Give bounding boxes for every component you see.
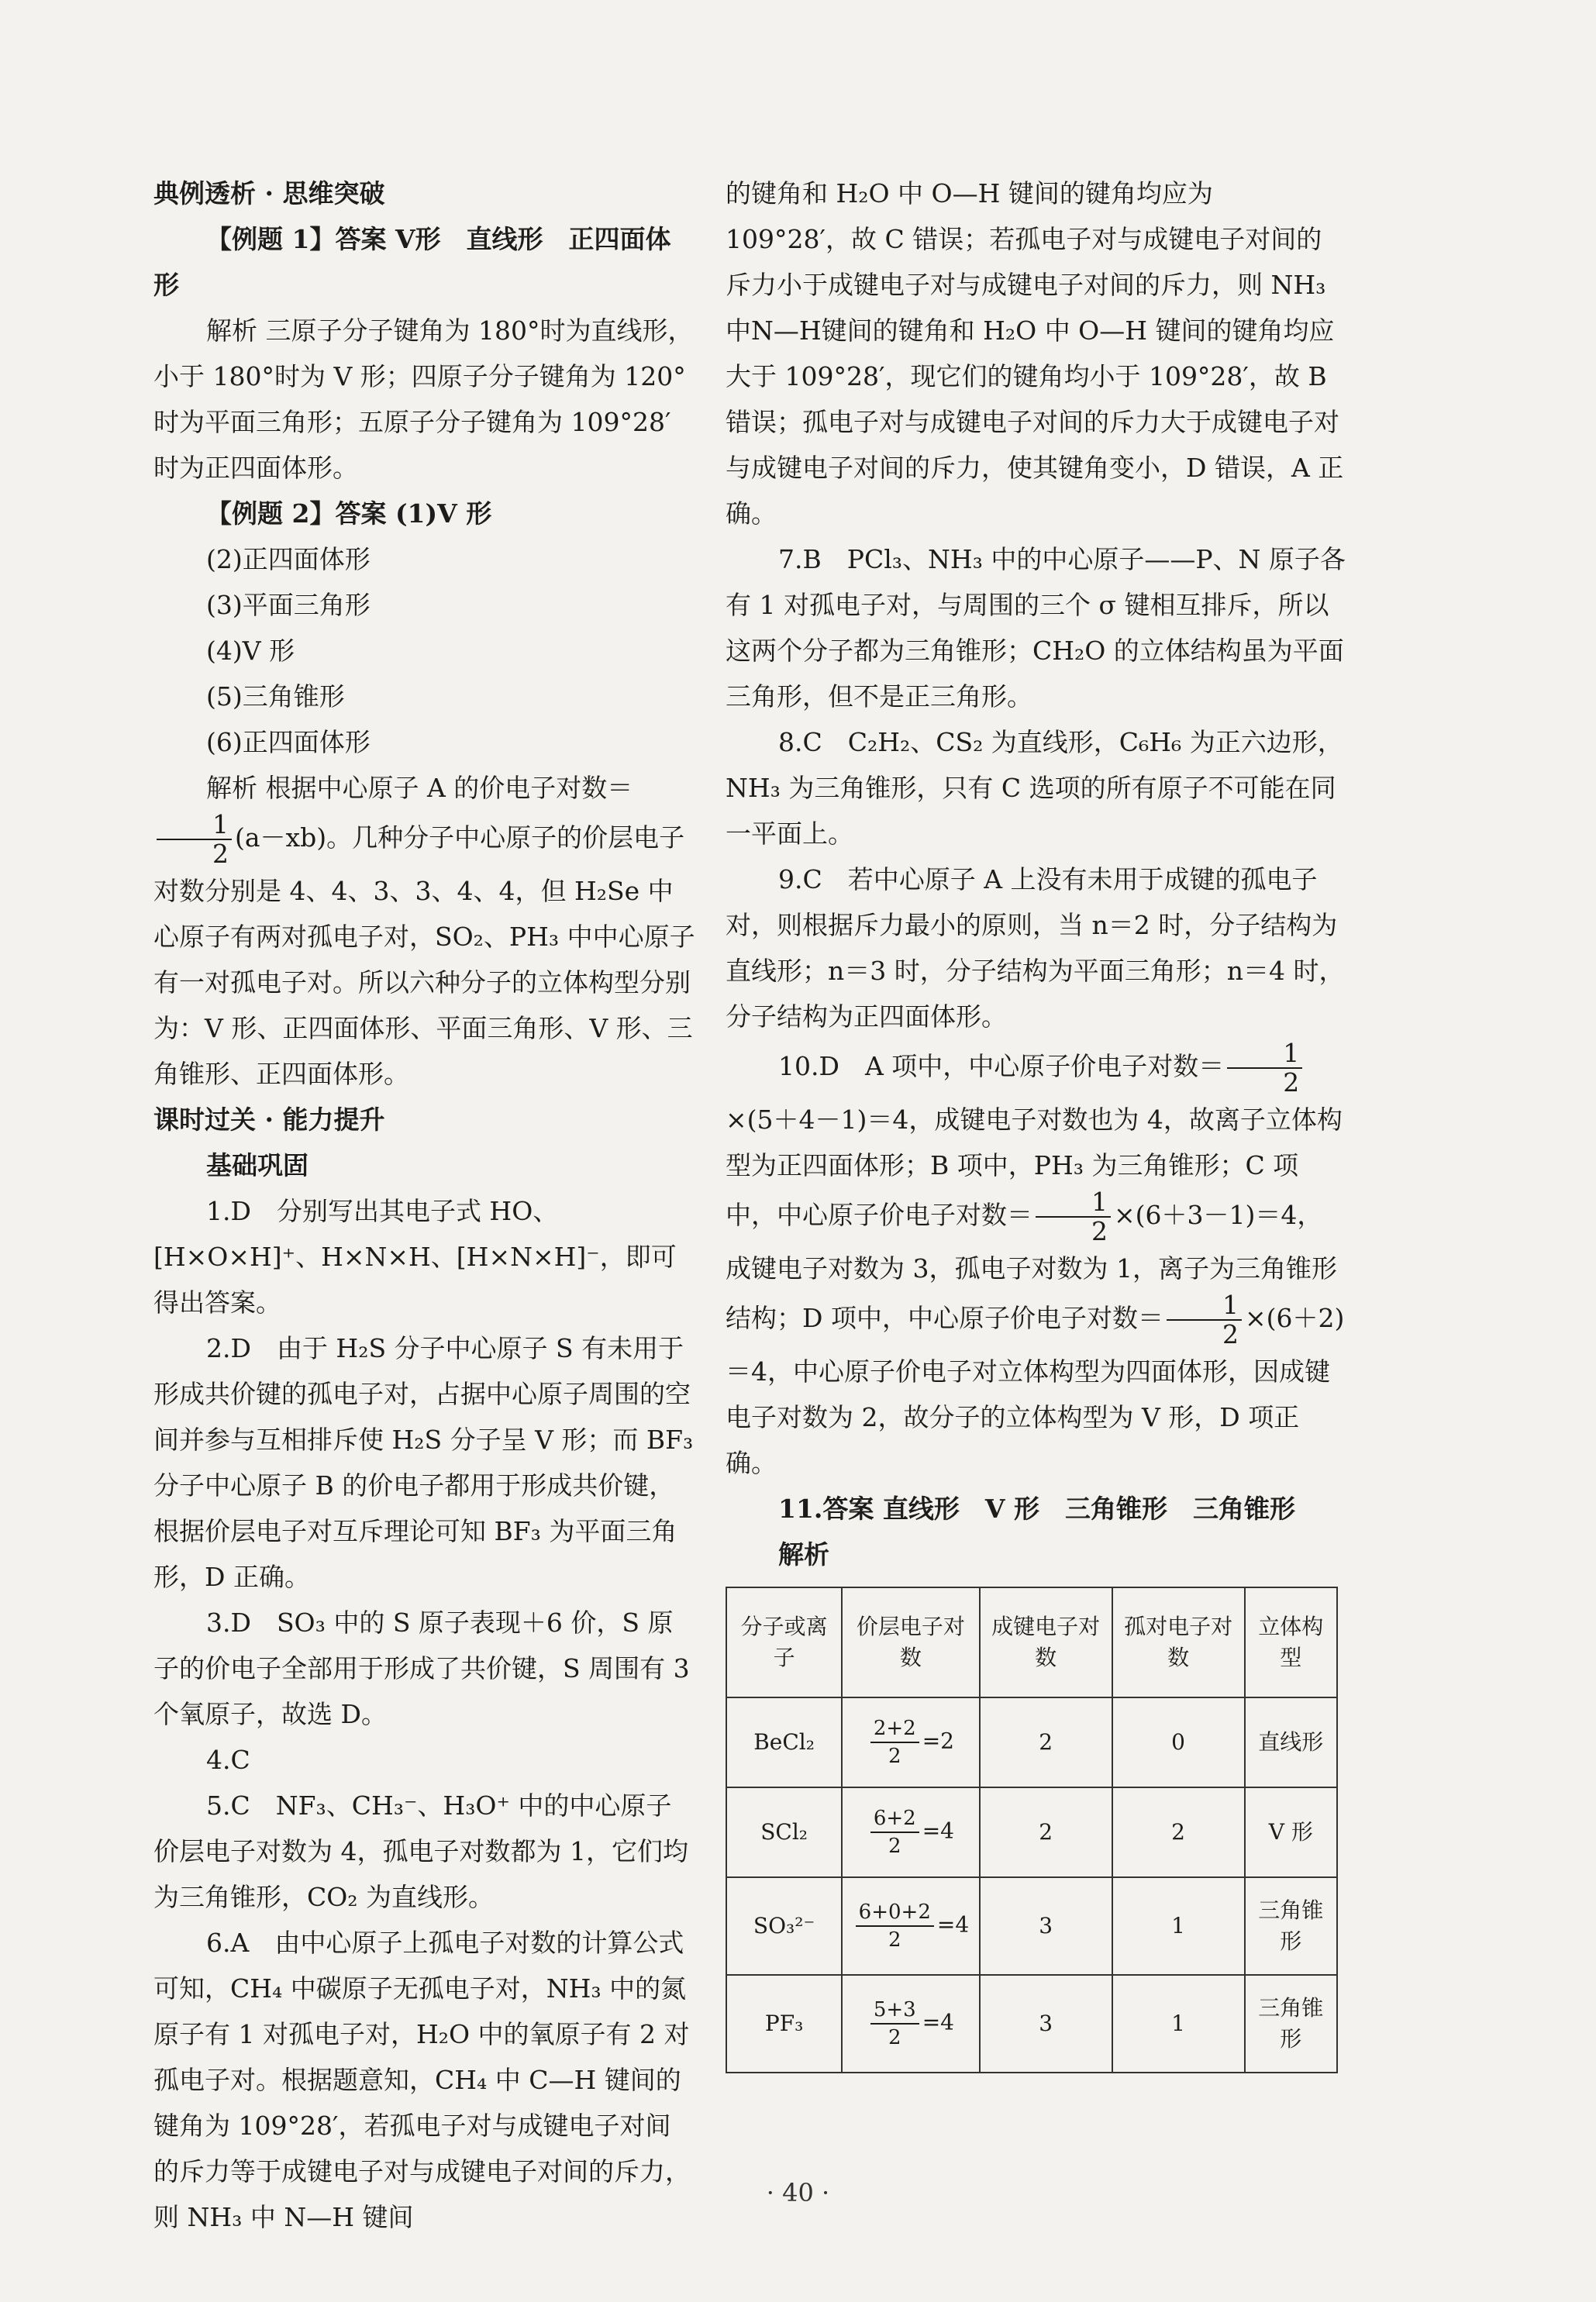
- text-span: =2: [922, 1728, 954, 1754]
- list-item: (2)正四面体形: [206, 544, 371, 574]
- fraction-numerator: 1: [1227, 1039, 1302, 1069]
- example1-heading: 【例题 1】答案 V形 直线形 正四面体形: [153, 224, 671, 300]
- fraction-numerator: 1: [1036, 1188, 1111, 1218]
- text-span: ，即可得出答案。: [153, 1242, 677, 1318]
- answer-1-formulas: [153, 1234, 696, 1325]
- text-span: ×(6＋3－1)＝4，成键电子对数为 3，孤电子对数为 1，离子为三角锥形结构；D 项中，中心原子价电子对数＝: [726, 1200, 1337, 1333]
- text-span: O: [512, 1196, 533, 1226]
- answer-11-label: 解析: [778, 1539, 829, 1570]
- fraction-denominator: 2: [1091, 1216, 1108, 1246]
- text-span: 、: [533, 1196, 559, 1226]
- fraction-denominator: 2: [888, 1928, 901, 1952]
- cell-valence-pairs: [842, 1975, 979, 2073]
- answer-2: 2.D 由于 H₂S 分子中心原子 S 有未用于形成共价键的孤电子对，占据中心原子周围的空间并参与互相排斥使 H₂S 分子呈 V 形；而 BF₃ 分子中心原子 B 的价电子都用于形成共价键，根据价层电子对互斥理论可知 BF₃ 为平面三角形，D 正确。: [153, 1333, 694, 1592]
- fraction-denominator: 2: [1222, 1319, 1239, 1349]
- column-header: 分子或离子: [726, 1587, 842, 1697]
- list-item: (6)正四面体形: [206, 727, 371, 757]
- fraction-numerator: 1: [157, 811, 232, 840]
- list-item: (4)V 形: [206, 636, 295, 666]
- table-header-row: [726, 1587, 1337, 1697]
- text-span: 解析 根据中心原子 A 的价电子对数＝: [206, 773, 633, 803]
- cell-lone-pairs: 0: [1112, 1697, 1245, 1787]
- cell-bond-pairs: 3: [980, 1975, 1112, 2073]
- cell-valence-pairs: [842, 1697, 979, 1787]
- fraction: [870, 1805, 919, 1859]
- answer-7: 7.B PCl₃、NH₃ 中的中心原子——P、N 原子各有 1 对孤电子对，与周围的三个 σ 键相互排斥，所以这两个分子都为三角锥形；CH₂O 的立体结构虽为平面三角形，但不是正三角形。: [726, 544, 1346, 712]
- cell-species: PF₃: [726, 1975, 842, 2073]
- cell-species: BeCl₂: [726, 1697, 842, 1787]
- fraction-denominator: 2: [888, 2026, 901, 2049]
- fraction: [1167, 1291, 1242, 1349]
- text-span: ×(6＋2)＝4，中心原子价电子对立体构型为四面体形，因成键电子对数为 2，故分子的立体构型为 V 形，D 项正确。: [726, 1303, 1345, 1478]
- answer-11-heading: 11.答案 直线形 V 形 三角锥形 三角锥形: [778, 1494, 1295, 1524]
- fraction: [870, 1997, 919, 2051]
- example2-heading: 【例题 2】答案 (1)V 形: [206, 498, 492, 529]
- fraction-numerator: 1: [1167, 1291, 1242, 1321]
- fraction-denominator: 2: [1283, 1067, 1300, 1098]
- cell-lone-pairs: 2: [1112, 1787, 1245, 1877]
- page-number: · 40 ·: [766, 2178, 830, 2207]
- column-header: 立体构型: [1245, 1587, 1337, 1697]
- text-span: 1.D 分别写出其电子式 H: [206, 1196, 512, 1226]
- answer-10: [726, 1039, 1346, 1486]
- fraction-denominator: 2: [888, 1745, 901, 1768]
- column-header: 成键电子对数: [980, 1587, 1112, 1697]
- vsepr-table: [726, 1587, 1338, 2073]
- text-span: ×(5＋4－1)＝4，成键电子对数也为 4，故离子立体构型为正四面体形；B 项中，PH₃ 为三角锥形；C 项中，中心原子价电子对数＝: [726, 1104, 1343, 1230]
- fraction-denominator: 2: [888, 1835, 901, 1858]
- cell-species: SO₃²⁻: [726, 1877, 842, 1975]
- answer-6: 6.A 由中心原子上孤电子对数的计算公式可知，CH₄ 中碳原子无孤电子对，NH₃ 中的氮原子有 1 对孤电子对，H₂O 中的氧原子有 2 对孤电子对。根据题意知，CH₄ 中 C—H 键间的键角为 109°28′，若孤电子对与成键电子对间的斥力等于成键电子对与成键电子对间的斥力，则 NH₃ 中 N—H 键间: [153, 1928, 691, 2232]
- cell-bond-pairs: 3: [980, 1877, 1112, 1975]
- cell-lone-pairs: 1: [1112, 1877, 1245, 1975]
- section-heading-3: 基础巩固: [206, 1150, 309, 1180]
- fraction-denominator: 2: [212, 839, 229, 869]
- cell-shape: 三角锥形: [1245, 1975, 1337, 2073]
- example2-explanation: [153, 765, 696, 1097]
- text-span: =4: [936, 1911, 970, 1938]
- table-row: [726, 1787, 1337, 1877]
- fraction-numerator: 6+2: [870, 1805, 919, 1833]
- cell-lone-pairs: 1: [1112, 1975, 1245, 2073]
- text-span: (a－xb)。几种分子中心原子的价层电子对数分别是 4、4、3、3、4、4，但 H₂Se 中心原子有两对孤电子对，SO₂、PH₃ 中中心原子有一对孤电子对。所以六种分子的立体构型分别为：V 形、正四面体形、平面三角形、V 形、三角锥形、正四面体形。: [153, 822, 695, 1089]
- cell-bond-pairs: 2: [980, 1787, 1112, 1877]
- section-heading-2: 课时过关 · 能力提升: [153, 1104, 385, 1135]
- cell-shape: 三角锥形: [1245, 1877, 1337, 1975]
- fraction: [870, 1715, 919, 1770]
- fraction: [856, 1899, 934, 1953]
- answer-5: 5.C NF₃、CH₃⁻、H₃O⁺ 中的中心原子价层电子对数为 4，孤电子对数都为 1，它们均为三角锥形，CO₂ 为直线形。: [153, 1790, 688, 1912]
- text-span: =4: [922, 2009, 954, 2035]
- cell-shape: V 形: [1245, 1787, 1337, 1877]
- answer-3: 3.D SO₃ 中的 S 原子表现＋6 价，S 原子的价电子全部用于形成了共价键，S 周围有 3 个氧原子，故选 D。: [153, 1608, 690, 1729]
- answer-8: 8.C C₂H₂、CS₂ 为直线形，C₆H₆ 为正六边形，NH₃ 为三角锥形，只有 C 选项的所有原子不可能在同一平面上。: [726, 727, 1343, 849]
- column-header: 孤对电子对数: [1112, 1587, 1245, 1697]
- fraction-numerator: 5+3: [870, 1997, 919, 2025]
- example1-explanation: 解析 三原子分子键角为 180°时为直线形，小于 180°时为 V 形；四原子分子键角为 120°时为平面三角形；五原子分子键角为 109°28′时为正四面体形。: [153, 315, 694, 483]
- list-item: (5)三角锥形: [206, 681, 345, 712]
- answer-1: [153, 1188, 696, 1234]
- cell-valence-pairs: [842, 1787, 979, 1877]
- fraction: [157, 811, 232, 868]
- table-row: [726, 1877, 1337, 1975]
- answer-9: 9.C 若中心原子 A 上没有未用于成键的孤电子对，则根据斥力最小的原则，当 n＝2 时，分子结构为直线形；n＝3 时，分子结构为平面三角形；n＝4 时，分子结构为正四面体形。: [726, 864, 1345, 1032]
- cell-species: SCl₂: [726, 1787, 842, 1877]
- list-item: (3)平面三角形: [206, 590, 371, 620]
- cell-bond-pairs: 2: [980, 1697, 1112, 1787]
- electron-formulas: [H⨯O⨯H]⁺、H⨯N⨯H、[H⨯N⨯H]⁻: [153, 1242, 600, 1272]
- fraction-numerator: 6+0+2: [856, 1899, 934, 1927]
- table-row: [726, 1697, 1337, 1787]
- cell-valence-pairs: [842, 1877, 979, 1975]
- text-span: =4: [922, 1818, 954, 1844]
- fraction: [1036, 1188, 1111, 1246]
- fraction: [1227, 1039, 1302, 1097]
- section-heading-1: 典例透析 · 思维突破: [153, 178, 385, 208]
- cell-shape: 直线形: [1245, 1697, 1337, 1787]
- column-header: 价层电子对数: [842, 1587, 979, 1697]
- fraction-numerator: 2+2: [870, 1715, 919, 1743]
- example2-answer-list: [153, 536, 696, 765]
- table-row: [726, 1975, 1337, 2073]
- answer-4: 4.C: [206, 1745, 250, 1775]
- text-span: 10.D A 项中，中心原子价电子对数＝: [778, 1051, 1225, 1081]
- left-column: [153, 171, 696, 2240]
- right-column: [726, 171, 1346, 2073]
- answer-6-continued: 的键角和 H₂O 中 O—H 键间的键角均应为 109°28′，故 C 错误；若孤电子对与成键电子对间的斥力小于成键电子对与成键电子对间的斥力，则 NH₃ 中N—H键间的键角和 H₂O 中 O—H 键间的键角均应大于 109°28′，现它们的键角均小于 109°28′，故 B 错误；孤电子对与成键电子对间的斥力大于成键电子对与成键电子对间的斥力，使其键角变小，D 错误，A 正确。: [726, 178, 1344, 529]
